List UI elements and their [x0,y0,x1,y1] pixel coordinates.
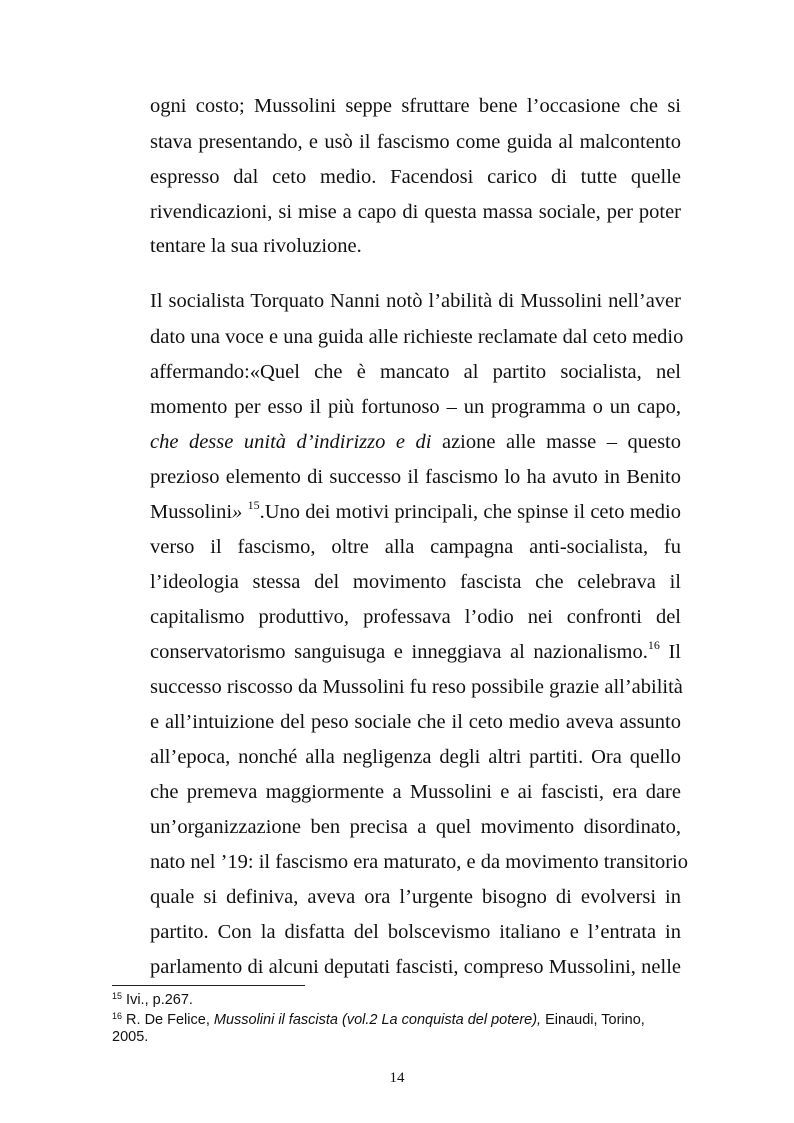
body-text: .Uno dei motivi principali, che spinse il ceto medio [259,501,682,523]
footnote-15 [112,992,193,1009]
body-line: l’ideologia stessa del movimento fascista che celebrava il [150,571,681,593]
body-line: partito. Con la disfatta del bolscevismo italiano e l’entrata in [150,921,681,943]
body-line: un’organizzazione ben precisa a quel movimento disordinato, [150,816,681,838]
footnote-ref-16[interactable]: 16 [647,638,660,652]
closing-quote: » [232,501,243,523]
body-text: Mussolini [150,501,233,523]
body-line: prezioso elemento di successo il fascismo lo ha avuto in Benito [150,466,681,488]
footnote-number: 15 [112,991,123,1001]
body-line: rivendicazioni, si mise a capo di questa massa sociale, per poter [150,201,681,223]
body-line-quote [150,430,681,454]
body-line: affermando:«Quel che è mancato al partito socialista, nel [150,361,681,383]
body-line: e all’intuizione del peso sociale che il ceto medio aveva assunto [150,711,681,733]
page-number: 14 [389,1070,405,1086]
body-line: che premeva maggiormente a Mussolini e ai fascisti, era dare [150,781,681,803]
footnote-text: R. De Felice, [122,1012,214,1028]
footnote-16-line2: 2005. [112,1029,149,1045]
body-line: verso il fascismo, oltre alla campagna anti-socialista, fu [150,536,681,558]
footnote-number: 16 [112,1011,123,1021]
body-line: momento per esso il più fortunoso – un programma o un capo, [150,396,681,418]
body-line: tentare la sua rivoluzione. [150,235,362,257]
body-line: all’epoca, nonché alla negligenza degli altri partiti. Ora quello [150,746,681,768]
body-line: nato nel ’19: il fascismo era maturato, e da movimento transitorio [150,851,688,873]
body-line: ogni costo; Mussolini seppe sfruttare bene l’occasione che si [150,95,681,117]
footnote-16 [112,1012,645,1029]
body-text: conservatorismo sanguisuga e inneggiava al nazionalismo. [150,641,648,663]
footnote-text: Einaudi, Torino, [541,1012,645,1028]
body-line: stava presentando, e usò il fascismo come guida al malcontento [150,131,681,153]
body-line-with-ref [150,500,681,524]
footnote-separator [112,985,305,986]
body-line: espresso dal ceto medio. Facendosi carico di tutte quelle [150,166,681,188]
body-text: Il [659,641,681,663]
quote-italic: che desse unità d’indirizzo e di [150,431,432,453]
body-line: parlamento di alcuni deputati fascisti, compreso Mussolini, nelle [150,956,681,978]
body-line: Il socialista Torquato Nanni notò l’abilità di Mussolini nell’aver [150,290,681,312]
footnote-text: Ivi., p.267. [122,992,193,1008]
footnote-book-title: Mussolini il fascista (vol.2 La conquista del potere), [213,1012,542,1028]
body-line: quale si definiva, aveva ora l’urgente bisogno di evolversi in [150,886,681,908]
quote-rest: azione alle masse – questo [441,431,681,453]
body-line: successo riscosso da Mussolini fu reso possibile grazie all’abilità [150,676,683,698]
body-line: capitalismo produttivo, professava l’odio nei confronti del [150,606,681,628]
footnote-ref-15[interactable]: 15 [247,498,260,512]
body-line-with-ref [150,640,681,664]
body-line: dato una voce e una guida alle richieste reclamate dal ceto medio [150,326,684,348]
